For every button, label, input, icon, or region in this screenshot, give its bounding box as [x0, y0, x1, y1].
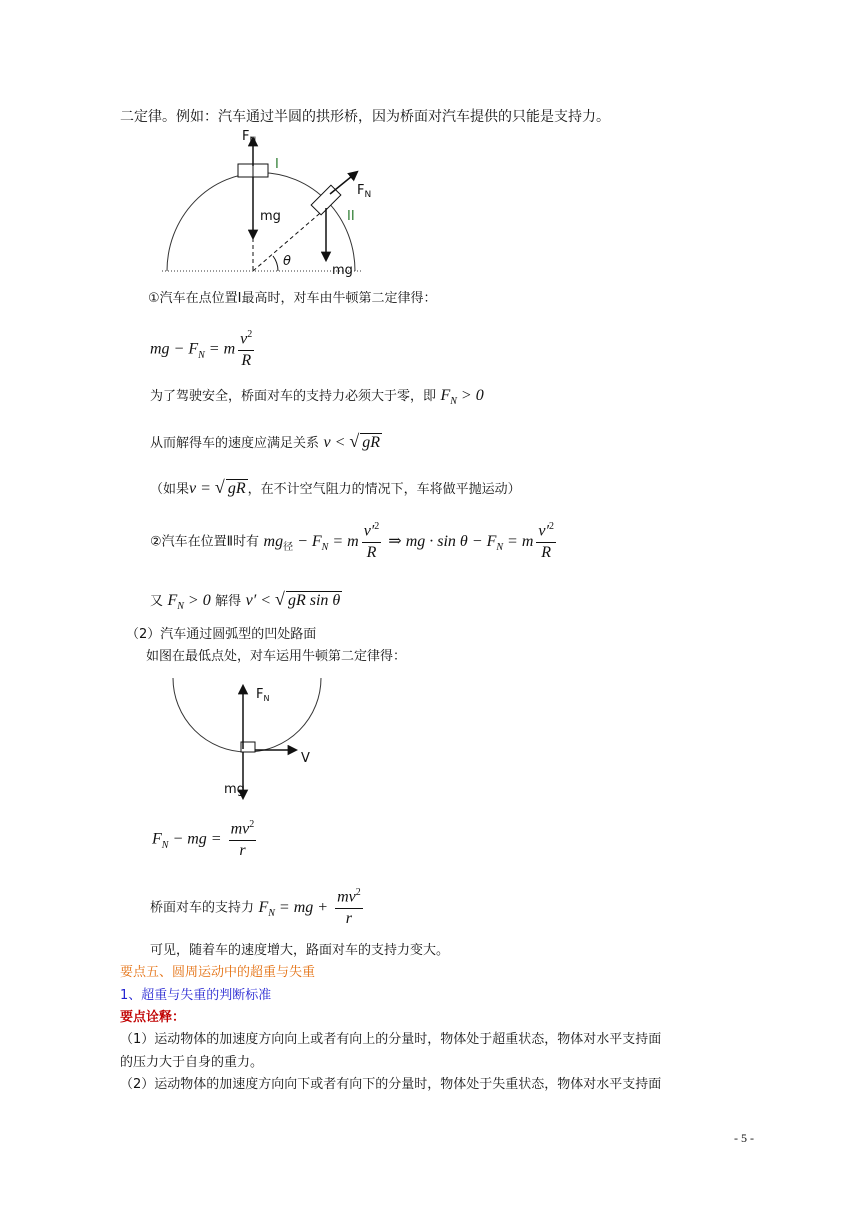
page-number: - 5 - — [734, 1131, 754, 1145]
key-points-label: 要点诠释： — [120, 1010, 186, 1025]
fn-bottom-label: F — [256, 687, 264, 702]
arch-bridge-diagram — [150, 128, 380, 278]
section-heading-5: 要点五、圆周运动中的超重与失重 — [120, 965, 316, 980]
concave-road-diagram — [168, 674, 328, 802]
equation-bottom-point: $F_N$ − mg = $\frac{mv^2}{r}$ — [152, 819, 255, 860]
projectile-note: （如果v = √ gR ，在不计空气阻力的情况下，车将做平抛运动） — [150, 477, 521, 497]
fn-top-label: F — [242, 129, 250, 144]
item2-equation: ②汽车在位置Ⅱ时有 $mg_径 - F_N = m$ $\frac{v'^2}{R}$ ⇒ mg · $\sin \theta - F_N = m$ $\frac{v'^2}{R}$ — [150, 521, 554, 562]
v-label: V — [301, 751, 310, 766]
theta-label: θ — [283, 254, 291, 269]
mg-bottom-label: mg — [224, 782, 245, 797]
support-force-line: 桥面对车的支持力 $F_N$ = mg + $\frac{mv^2}{r}$ — [150, 887, 361, 928]
subsection-heading-1: 1、超重与失重的判断标准 — [120, 988, 272, 1003]
concave-curve — [173, 678, 321, 752]
section2-title: （2）汽车通过圆弧型的凹处路面 — [126, 627, 317, 642]
para1-line1: （1）运动物体的加速度方向向上或者有向上的分量时，物体处于超重状态，物体对水平支持面 — [120, 1032, 662, 1047]
intro-text: 二定律。例如：汽车通过半圆的拱形桥，因为桥面对汽车提供的只能是支持力。 — [120, 109, 610, 125]
svg-text:FN: $F_N$ — [256, 687, 270, 703]
svg-text:FN: $F_N$ — [242, 129, 257, 146]
para2-line1: （2）运动物体的加速度方向向下或者有向下的分量时，物体处于失重状态，物体对水平支持面 — [120, 1077, 662, 1092]
mg-side-label: mg — [332, 263, 353, 278]
svg-text:FN: $F_N$ — [357, 183, 372, 200]
mg-top-label: mg — [260, 209, 281, 224]
fn-side-label: F — [357, 183, 365, 198]
equation-top-point: mg − $F_N = m$ $\frac{v^2}{R}$ — [150, 329, 253, 370]
position-1-label: I — [275, 157, 279, 172]
para1-line2: 的压力大于自身的重力。 — [120, 1055, 264, 1070]
section2-desc: 如图在最低点处，对车运用牛顿第二定律得： — [146, 649, 407, 664]
position-2-label: II — [347, 209, 355, 224]
normal-force-arrow-side — [330, 172, 357, 194]
speed-condition: 从而解得车的速度应满足关系 v < √ gR — [150, 431, 381, 451]
conclusion-text: 可见，随着车的速度增大，路面对车的支持力变大。 — [150, 943, 450, 958]
item1-text: ①汽车在点位置Ⅰ最高时，对车由牛顿第二定律得： — [148, 291, 437, 306]
safety-line: 为了驾驶安全，桥面对车的支持力必须大于零，即 $F_N > 0$ — [150, 387, 484, 408]
side-speed-condition: 又 $F_N > 0$ 解得 v′ < √ gR sin θ — [150, 589, 341, 613]
